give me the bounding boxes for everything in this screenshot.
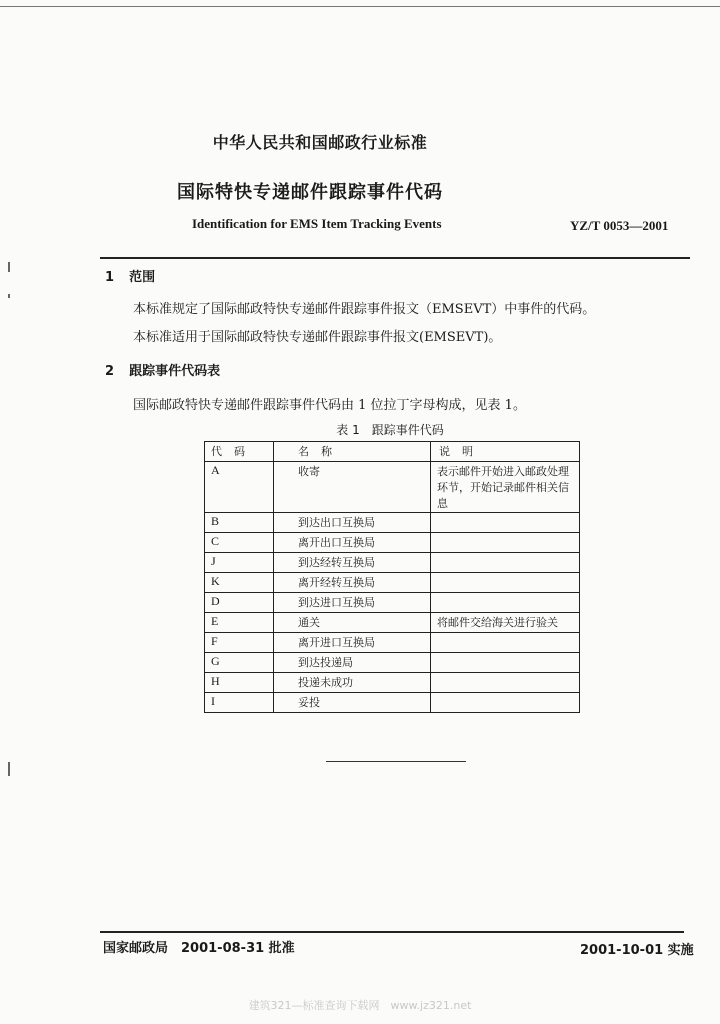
section-title: 范围 xyxy=(129,270,156,285)
code-cell: E xyxy=(205,613,274,633)
code-cell: K xyxy=(205,573,274,593)
desc-cell xyxy=(431,593,580,613)
table-header-row xyxy=(205,442,580,462)
name-cell: 通关 xyxy=(274,613,431,633)
name-cell: 收寄 xyxy=(274,462,431,513)
code-cell: D xyxy=(205,593,274,613)
name-cell: 离开经转互换局 xyxy=(274,573,431,593)
scan-speck xyxy=(8,762,10,776)
approval-info: 国家邮政局 2001-08-31 批准 xyxy=(103,941,295,956)
desc-cell: 将邮件交给海关进行验关 xyxy=(431,613,580,633)
table-row xyxy=(205,533,580,553)
table-row xyxy=(205,613,580,633)
desc-cell xyxy=(431,573,580,593)
desc-cell xyxy=(431,653,580,673)
document-title-cn: 国际特快专递邮件跟踪事件代码 xyxy=(177,182,443,203)
name-cell: 投递未成功 xyxy=(274,673,431,693)
section-2-paragraph: 国际邮政特快专递邮件跟踪事件代码由 1 位拉丁字母构成，见表 1。 xyxy=(133,398,526,413)
table-row xyxy=(205,633,580,653)
document-title-en: Identification for EMS Item Tracking Events xyxy=(192,216,442,231)
code-cell: H xyxy=(205,673,274,693)
table-row xyxy=(205,573,580,593)
top-border-line xyxy=(0,6,720,7)
name-cell: 到达经转互换局 xyxy=(274,553,431,573)
code-cell: C xyxy=(205,533,274,553)
end-of-text-rule xyxy=(326,761,466,762)
desc-cell: 表示邮件开始进入邮政处理环节，开始记录邮件相关信息 xyxy=(431,462,580,513)
desc-cell xyxy=(431,673,580,693)
standard-code: YZ/T 0053—2001 xyxy=(570,218,669,233)
table-caption: 表 1 跟踪事件代码 xyxy=(336,423,444,437)
code-cell: B xyxy=(205,513,274,533)
section-1-paragraph: 本标准规定了国际邮政特快专递邮件跟踪事件报文（EMSEVT）中事件的代码。 xyxy=(133,302,596,317)
code-cell: A xyxy=(205,462,274,513)
scan-speck xyxy=(8,294,10,298)
section-2-heading xyxy=(105,360,220,379)
event-code-table xyxy=(204,441,580,713)
desc-cell xyxy=(431,533,580,553)
column-header-desc: 说明 xyxy=(431,442,580,462)
code-cell: I xyxy=(205,693,274,713)
table-row xyxy=(205,553,580,573)
table-row xyxy=(205,513,580,533)
table-row xyxy=(205,673,580,693)
code-cell: G xyxy=(205,653,274,673)
code-cell: J xyxy=(205,553,274,573)
footer-rule xyxy=(100,931,684,933)
watermark: 建筑321—标准查询下载网 www.jz321.net xyxy=(248,999,472,1012)
desc-cell xyxy=(431,633,580,653)
name-cell: 到达进口互换局 xyxy=(274,593,431,613)
column-header-code: 代码 xyxy=(205,442,274,462)
section-title: 跟踪事件代码表 xyxy=(129,364,221,379)
column-header-name: 名称 xyxy=(274,442,431,462)
name-cell: 离开出口互换局 xyxy=(274,533,431,553)
scan-speck xyxy=(8,262,10,272)
table-row xyxy=(205,653,580,673)
section-1-heading xyxy=(105,266,155,285)
desc-cell xyxy=(431,693,580,713)
desc-cell xyxy=(431,553,580,573)
section-1-paragraph: 本标准适用于国际邮政特快专递邮件跟踪事件报文(EMSEVT)。 xyxy=(133,330,502,345)
header-rule xyxy=(100,257,690,259)
name-cell: 到达出口互换局 xyxy=(274,513,431,533)
section-number: 2 xyxy=(105,364,115,379)
name-cell: 妥投 xyxy=(274,693,431,713)
name-cell: 离开进口互换局 xyxy=(274,633,431,653)
standard-category: 中华人民共和国邮政行业标准 xyxy=(212,133,428,152)
name-cell: 到达投递局 xyxy=(274,653,431,673)
table-row xyxy=(205,693,580,713)
table-row xyxy=(205,462,580,513)
code-cell: F xyxy=(205,633,274,653)
desc-cell xyxy=(431,513,580,533)
effective-date: 2001-10-01 实施 xyxy=(580,943,694,958)
section-number: 1 xyxy=(105,270,115,285)
table-row xyxy=(205,593,580,613)
